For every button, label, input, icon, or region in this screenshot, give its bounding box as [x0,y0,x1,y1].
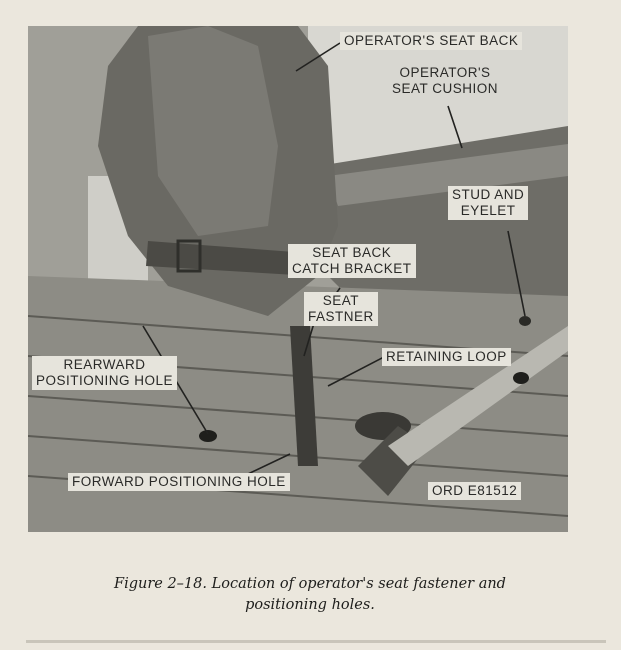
figure-caption-line1: Figure 2–18. Location of operator's seat fastener and [114,576,506,592]
callout-rearward-hole-line2: POSITIONING HOLE [36,373,174,388]
callout-catch-bracket [288,244,416,278]
callout-stud-eyelet-line2: EYELET [460,203,516,218]
callout-forward-hole-label: FORWARD POSITIONING HOLE [72,474,286,489]
figure-caption-line2: positioning holes. [245,597,375,613]
photo-reference-label [428,482,521,500]
callout-seat-fastner [304,292,378,326]
callout-seat-cushion-line2: SEAT CUSHION [392,81,499,96]
callout-stud-eyelet [448,186,528,220]
photo-reference-text: ORD E81512 [432,483,518,498]
callout-stud-eyelet-line1: STUD AND [452,187,525,202]
callout-retaining-loop [382,348,511,366]
callout-seat-cushion [388,64,502,98]
callout-seat-back [340,32,522,50]
callout-seat-cushion-line1: OPERATOR'S [399,65,491,80]
figure-caption [40,574,580,616]
callout-rearward-hole [32,356,177,390]
callout-seat-fastner-line1: SEAT [322,293,360,308]
callout-rearward-hole-line1: REARWARD [63,357,146,372]
seat-photo-illustration [28,26,568,532]
figure-photo [28,26,568,532]
callout-forward-hole [68,473,290,491]
callout-seat-back-label: OPERATOR'S SEAT BACK [344,33,519,48]
callout-catch-bracket-line1: SEAT BACK [312,245,392,260]
page-bottom-divider [26,640,606,643]
callout-retaining-loop-label: RETAINING LOOP [386,349,507,364]
callout-catch-bracket-line2: CATCH BRACKET [292,261,412,276]
callout-seat-fastner-line2: FASTNER [308,309,374,324]
